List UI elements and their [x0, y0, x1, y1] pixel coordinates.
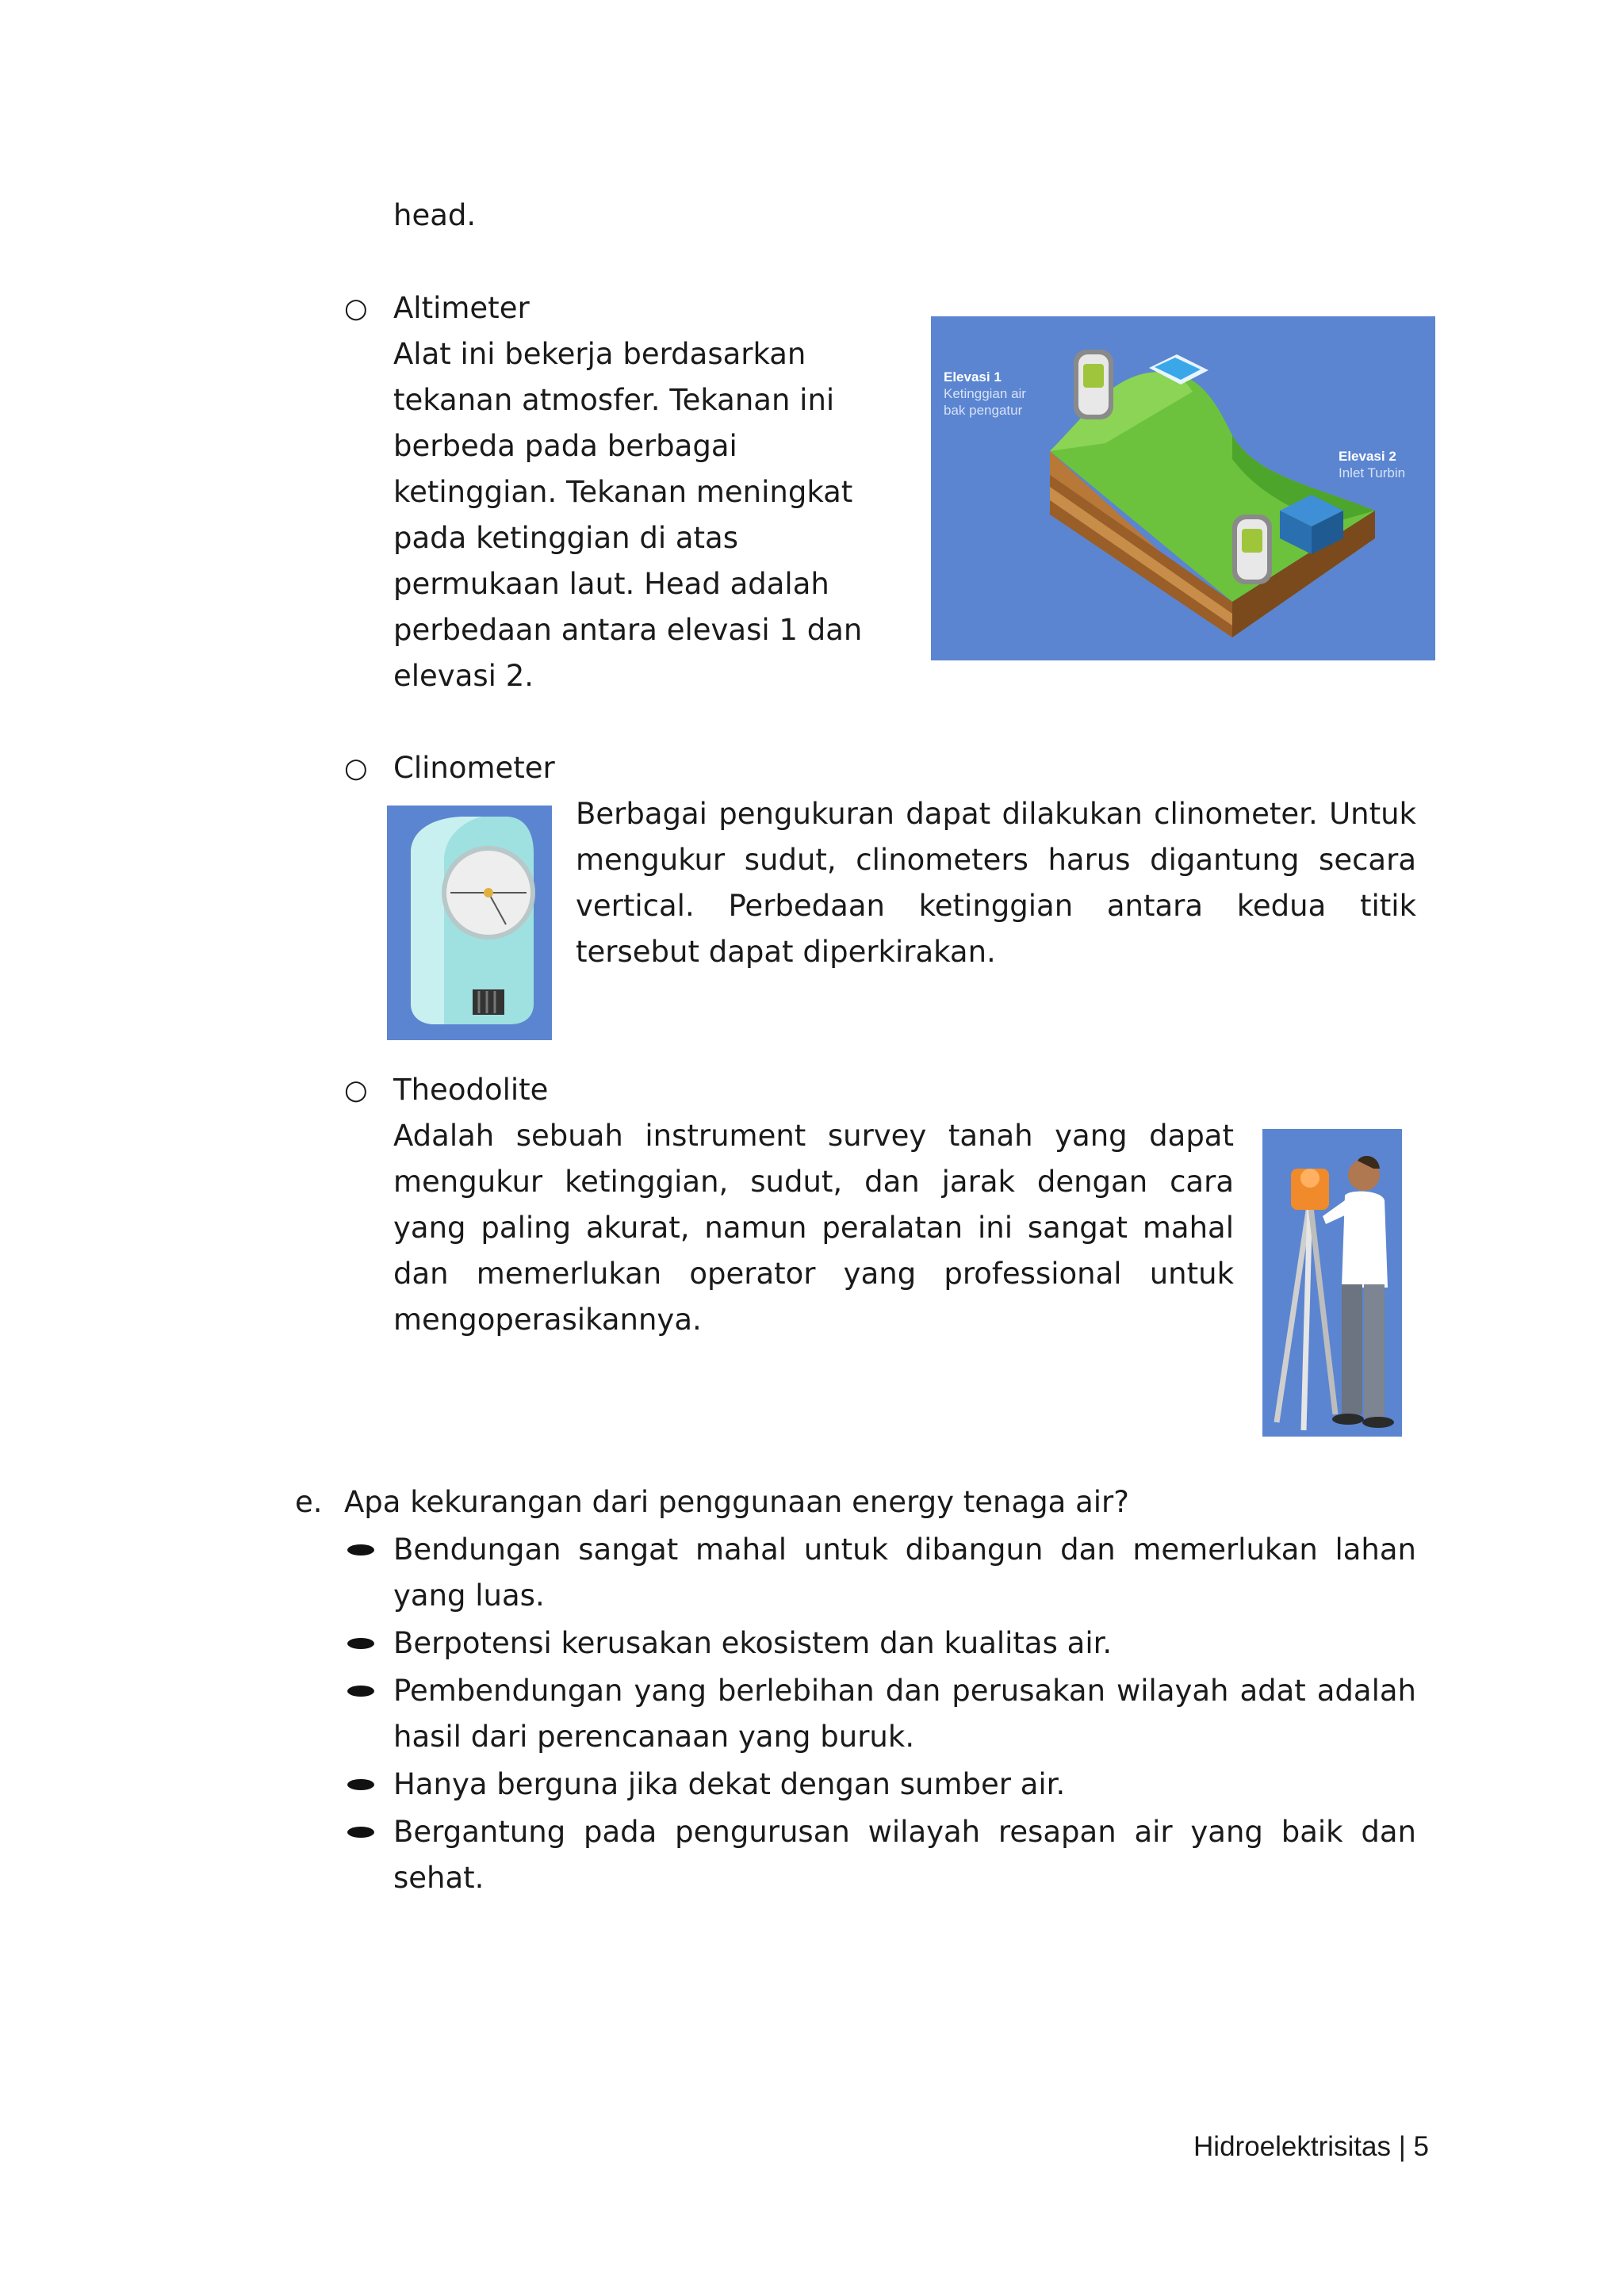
section-e-question: Apa kekurangan dari penggunaan energy tenaga air?	[344, 1485, 1129, 1519]
altimeter-line: perbedaan antara elevasi 1 dan	[393, 613, 863, 647]
theodolite-description: Adalah sebuah instrument survey tanah yang dapat mengukur ketinggian, sudut, dan jarak dengan cara yang paling akurat, namun peralatan ini sangat mahal dan memerlukan operator yang professional untuk mengoperasikannya.	[393, 1119, 1234, 1337]
altimeter-line: tekanan atmosfer. Tekanan ini	[393, 383, 835, 417]
bullet-dot-icon	[347, 1544, 374, 1556]
clinometer-description: Berbagai pengukuran dapat dilakukan clinometer. Untuk mengukur sudut, clinometers harus digantung secara vertical. Perbedaan ketinggian antara kedua titik tersebut dapat diperkirakan.	[576, 797, 1416, 969]
theodolite-figure	[1262, 1129, 1402, 1437]
elevation-1-title: Elevasi 1	[944, 369, 1002, 385]
clinometer-device-icon	[387, 806, 552, 1040]
elevation-1-subtitle: bak pengatur	[944, 403, 1023, 418]
altimeter-line: permukaan laut. Head adalah	[393, 567, 829, 601]
list-item: Pembendungan yang berlebihan dan perusakan wilayah adat adalah hasil dari perencanaan yang buruk.	[393, 1674, 1416, 1754]
altimeter-description	[393, 331, 862, 699]
clinometer-title: Clinometer	[393, 751, 555, 785]
elevation-1-label	[944, 369, 1026, 419]
surveyor-theodolite-icon	[1262, 1129, 1402, 1437]
altimeter-line: Alat ini bekerja berdasarkan	[393, 337, 806, 371]
elevation-2-label	[1339, 448, 1405, 481]
list-marker-circle-icon: ○	[344, 293, 368, 324]
bullet-dot-icon	[347, 1827, 374, 1838]
list-item: Hanya berguna jika dekat dengan sumber air.	[393, 1767, 1066, 1801]
altimeter-elevation-figure	[931, 316, 1435, 660]
list-marker-circle-icon: ○	[344, 1074, 368, 1106]
section-e-marker: e.	[295, 1485, 323, 1519]
theodolite-title: Theodolite	[393, 1073, 549, 1107]
altimeter-line: ketinggian. Tekanan meningkat	[393, 475, 853, 509]
bullet-dot-icon	[347, 1638, 374, 1649]
list-item: Bendungan sangat mahal untuk dibangun dan memerlukan lahan yang luas.	[393, 1533, 1416, 1613]
list-marker-circle-icon: ○	[344, 752, 368, 784]
elevation-2-title: Elevasi 2	[1339, 449, 1396, 464]
bullet-dot-icon	[347, 1779, 374, 1790]
altimeter-line: pada ketinggian di atas	[393, 521, 738, 555]
altimeter-title: Altimeter	[393, 291, 530, 325]
list-item: Berpotensi kerusakan ekosistem dan kualitas air.	[393, 1626, 1113, 1660]
elevation-1-subtitle: Ketinggian air	[944, 386, 1026, 401]
altimeter-line: berbeda pada berbagai	[393, 429, 737, 463]
clinometer-figure	[387, 806, 552, 1040]
altimeter-line: elevasi 2.	[393, 659, 534, 693]
bullet-dot-icon	[347, 1686, 374, 1697]
page-footer: Hidroelektrisitas | 5	[1193, 2131, 1429, 2162]
continuation-text: head.	[393, 198, 477, 232]
list-item: Bergantung pada pengurusan wilayah resapan air yang baik dan sehat.	[393, 1815, 1416, 1895]
elevation-2-subtitle: Inlet Turbin	[1339, 465, 1406, 480]
